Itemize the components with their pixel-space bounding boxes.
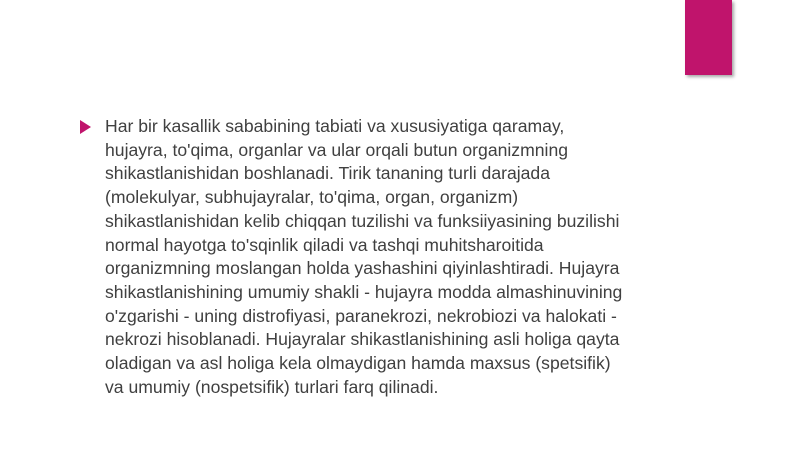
- triangle-right-icon: [80, 120, 91, 134]
- body-text: Har bir kasallik sababining tabiati va xususiyatiga qaramay, hujayra, to'qima, organlar va ular orqali butun organizmning shikastlanishidan boshlanadi. Tirik tananing turli darajada (molekulyar, subhujayralar, to'qima, organ, organizm) shikastlanishidan kelib chiqqan tuzilishi va funksiiyasining buzilishi normal hayotga to'sqinlik qiladi va tashqi muhitsharoitida organizmning moslangan holda yashashini qiyinlashtiradi. Hujayra shikastlanishining umumiy shakli - hujayra modda almashinuvining o'zgarishi - uning distrofiyasi, paranekrozi, nekrobiozi va halokati - nekrozi hisoblanadi. Hujayralar shikastlanishining asli holiga qayta oladigan va asl holiga kela olmaydigan hamda maxsus (spetsifik) va umumiy (nospetsifik) turlari farq qilinadi.: [105, 116, 623, 397]
- accent-bar: [685, 0, 732, 75]
- bullet-item: [80, 115, 720, 399]
